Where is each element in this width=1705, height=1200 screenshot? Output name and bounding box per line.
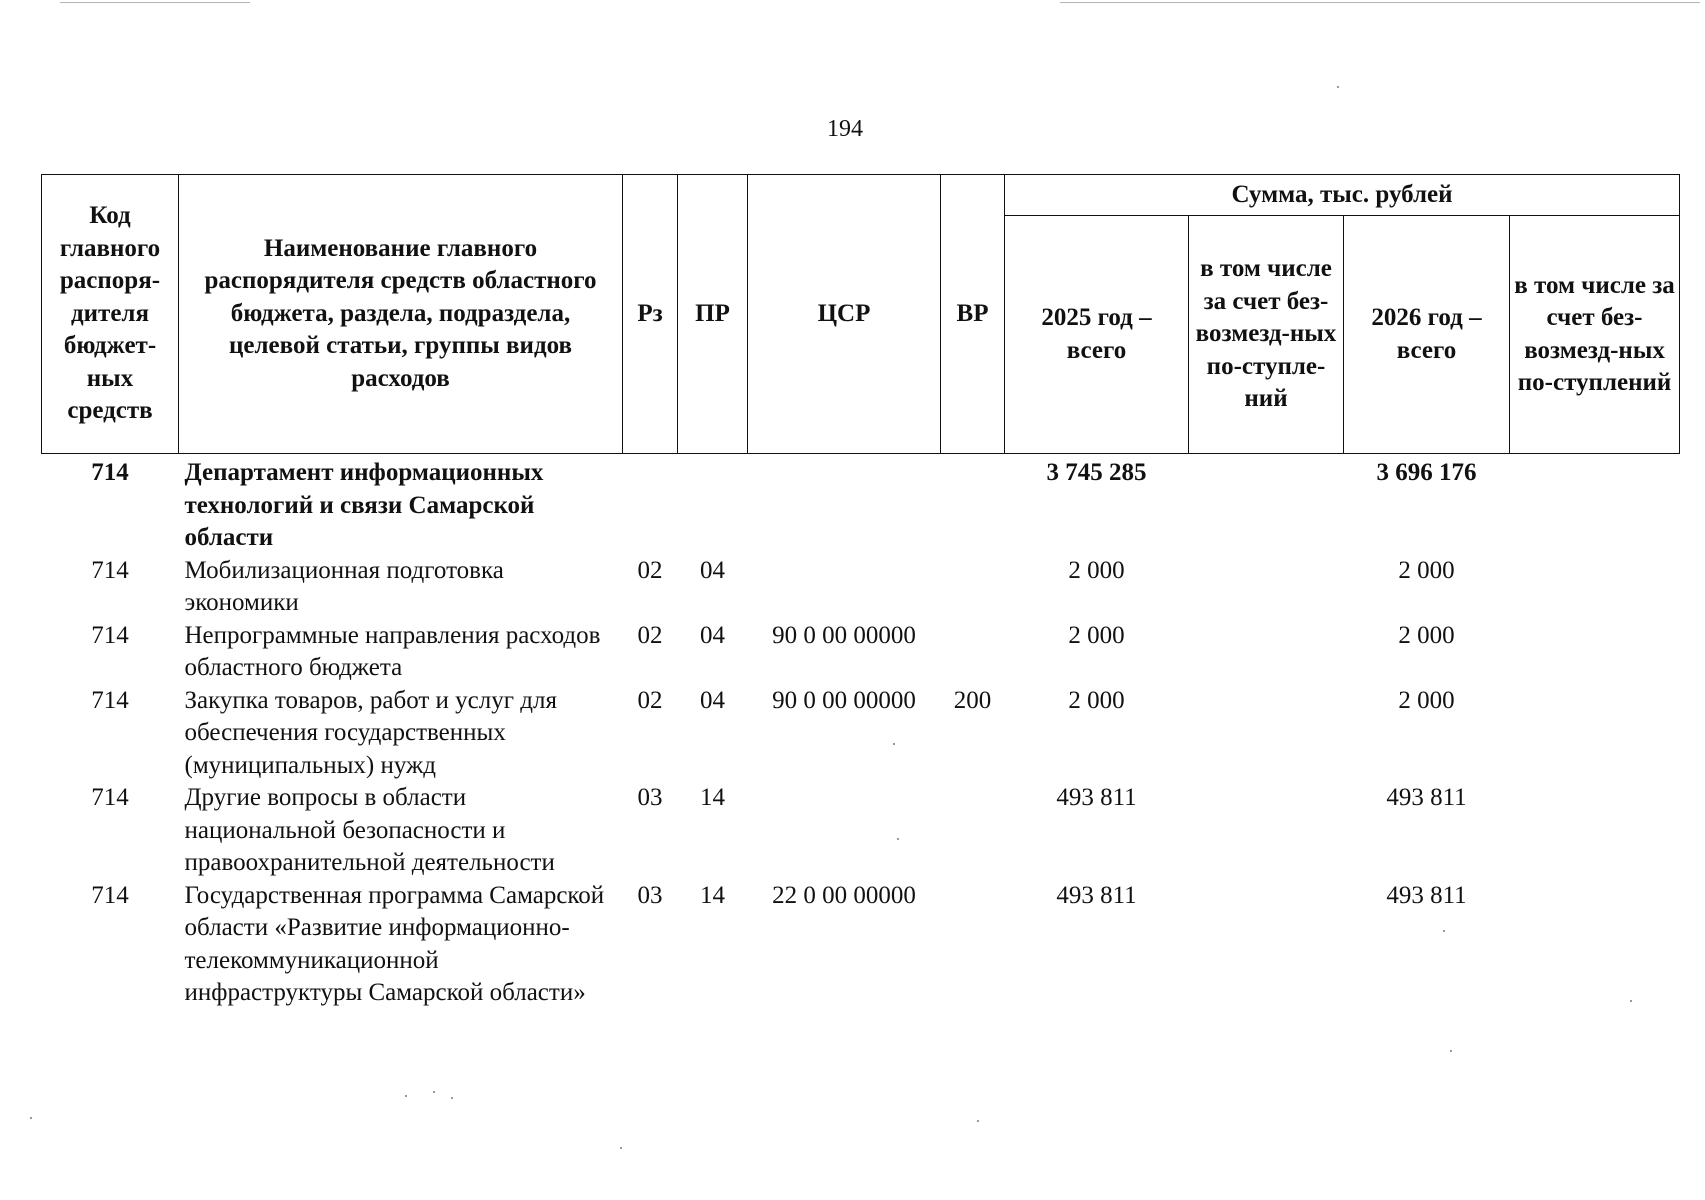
cell-pr xyxy=(678,454,748,555)
cell-vr xyxy=(941,454,1005,555)
cell-code: 714 xyxy=(91,881,129,909)
table-row xyxy=(42,555,1680,620)
scan-speck xyxy=(620,1147,622,1149)
header-pr: ПР xyxy=(678,175,748,454)
cell-code: 714 xyxy=(91,686,129,714)
header-2026-total: 2026 год – всего xyxy=(1344,216,1510,454)
cell-pr: 04 xyxy=(700,556,725,584)
cell-2025-gratuitous xyxy=(1189,454,1344,555)
cell-pr: 14 xyxy=(700,881,725,909)
cell-rz: 03 xyxy=(637,784,663,811)
cell-name: Департамент информационных технологий и связи Самарской области xyxy=(184,459,544,551)
cell-csr: 90 0 00 00000 xyxy=(772,621,916,649)
cell-2025-gratuitous xyxy=(1189,880,1344,1010)
cell-name: Другие вопросы в области национальной безопасности и правоохранительной деятельности xyxy=(184,784,555,876)
cell-name: Государственная программа Самарской области «Развитие информационно-телекоммуникационной инфраструктуры Самарской области» xyxy=(184,881,605,1006)
cell-code: 714 xyxy=(91,784,129,811)
header-2026-gratuitous: в том числе за счет без-возмезд-ных по-ступлений xyxy=(1510,216,1680,454)
cell-name: Непрограммные направления расходов областного бюджета xyxy=(184,621,601,681)
cell-2026-total: 2 000 xyxy=(1398,556,1455,584)
scan-speck xyxy=(30,1117,32,1119)
header-2025-total: 2025 год – всего xyxy=(1005,216,1189,454)
cell-vr xyxy=(941,782,1005,880)
cell-name: Закупка товаров, работ и услуг для обеспечения государственных (муниципальных) нужд xyxy=(184,686,557,779)
scan-speck xyxy=(897,838,899,840)
scan-speck xyxy=(1450,1050,1452,1052)
cell-pr: 04 xyxy=(700,621,725,649)
cell-2026-total: 493 811 xyxy=(1386,784,1467,811)
cell-rz: 02 xyxy=(637,686,663,714)
header-vr: ВР xyxy=(941,175,1005,454)
header-sum-group: Сумма, тыс. рублей xyxy=(1005,175,1680,216)
scan-speck xyxy=(893,743,895,745)
cell-2026-total: 493 811 xyxy=(1386,881,1467,909)
cell-2025-total: 2 000 xyxy=(1068,621,1125,649)
scan-speck xyxy=(1443,930,1445,932)
cell-2026-total: 2 000 xyxy=(1398,621,1455,649)
cell-2025-total: 2 000 xyxy=(1068,686,1125,714)
cell-name: Мобилизационная подготовка экономики xyxy=(184,556,504,616)
cell-code: 714 xyxy=(91,556,129,584)
cell-rz xyxy=(623,454,678,555)
cell-code: 714 xyxy=(91,459,129,486)
scan-speck xyxy=(977,1120,979,1122)
table-row xyxy=(42,620,1680,685)
cell-2025-total: 3 745 285 xyxy=(1046,459,1147,486)
cell-csr xyxy=(748,555,941,620)
cell-2026-gratuitous xyxy=(1510,454,1680,555)
cell-rz: 02 xyxy=(637,621,663,649)
cell-csr xyxy=(748,782,941,880)
cell-vr xyxy=(941,620,1005,685)
cell-2026-total: 3 696 176 xyxy=(1376,459,1477,486)
cell-2026-total: 2 000 xyxy=(1398,686,1455,714)
header-code: Код главного распоря-дителя бюджет-ных средств xyxy=(42,175,179,454)
table-row xyxy=(42,782,1680,880)
cell-2026-gratuitous xyxy=(1510,555,1680,620)
cell-2025-gratuitous xyxy=(1189,782,1344,880)
cell-vr xyxy=(941,555,1005,620)
cell-pr: 14 xyxy=(700,784,725,811)
cell-csr xyxy=(748,454,941,555)
cell-code: 714 xyxy=(91,621,129,649)
table-row xyxy=(42,454,1680,555)
table-header xyxy=(42,175,1680,454)
cell-rz: 03 xyxy=(637,881,663,909)
cell-2025-total: 493 811 xyxy=(1056,784,1137,811)
budget-table xyxy=(41,174,1680,1010)
header-csr: ЦСР xyxy=(748,175,941,454)
cell-2025-total: 493 811 xyxy=(1056,881,1137,909)
cell-2025-gratuitous xyxy=(1189,685,1344,783)
scan-speck xyxy=(405,1095,407,1097)
scan-speck xyxy=(433,1091,435,1093)
cell-2026-gratuitous xyxy=(1510,880,1680,1010)
cell-csr: 22 0 00 00000 xyxy=(772,881,916,909)
scan-speck xyxy=(451,1097,453,1099)
cell-2025-gratuitous xyxy=(1189,620,1344,685)
header-name: Наименование главного распорядителя средств областного бюджета, раздела, подраздела, целевой статьи, группы видов расходов xyxy=(179,175,623,454)
scan-edge-line-right xyxy=(1060,2,1700,3)
header-2025-gratuitous: в том числе за счет без-возмезд-ных по-ступле-ний xyxy=(1189,216,1344,454)
scan-speck xyxy=(1337,86,1339,88)
cell-vr: 200 xyxy=(953,686,992,714)
cell-pr: 04 xyxy=(700,686,725,714)
cell-2026-gratuitous xyxy=(1510,685,1680,783)
cell-vr xyxy=(941,880,1005,1010)
table-body xyxy=(42,454,1680,1010)
page-number: 194 xyxy=(827,116,863,142)
cell-csr: 90 0 00 00000 xyxy=(772,686,916,714)
cell-2025-total: 2 000 xyxy=(1068,556,1125,584)
scan-speck xyxy=(1630,1000,1632,1002)
cell-2025-gratuitous xyxy=(1189,555,1344,620)
header-rz: Рз xyxy=(623,175,678,454)
scan-edge-line-left xyxy=(60,2,250,3)
table-row xyxy=(42,685,1680,783)
cell-rz: 02 xyxy=(637,556,663,584)
table-row xyxy=(42,880,1680,1010)
cell-2026-gratuitous xyxy=(1510,782,1680,880)
cell-2026-gratuitous xyxy=(1510,620,1680,685)
